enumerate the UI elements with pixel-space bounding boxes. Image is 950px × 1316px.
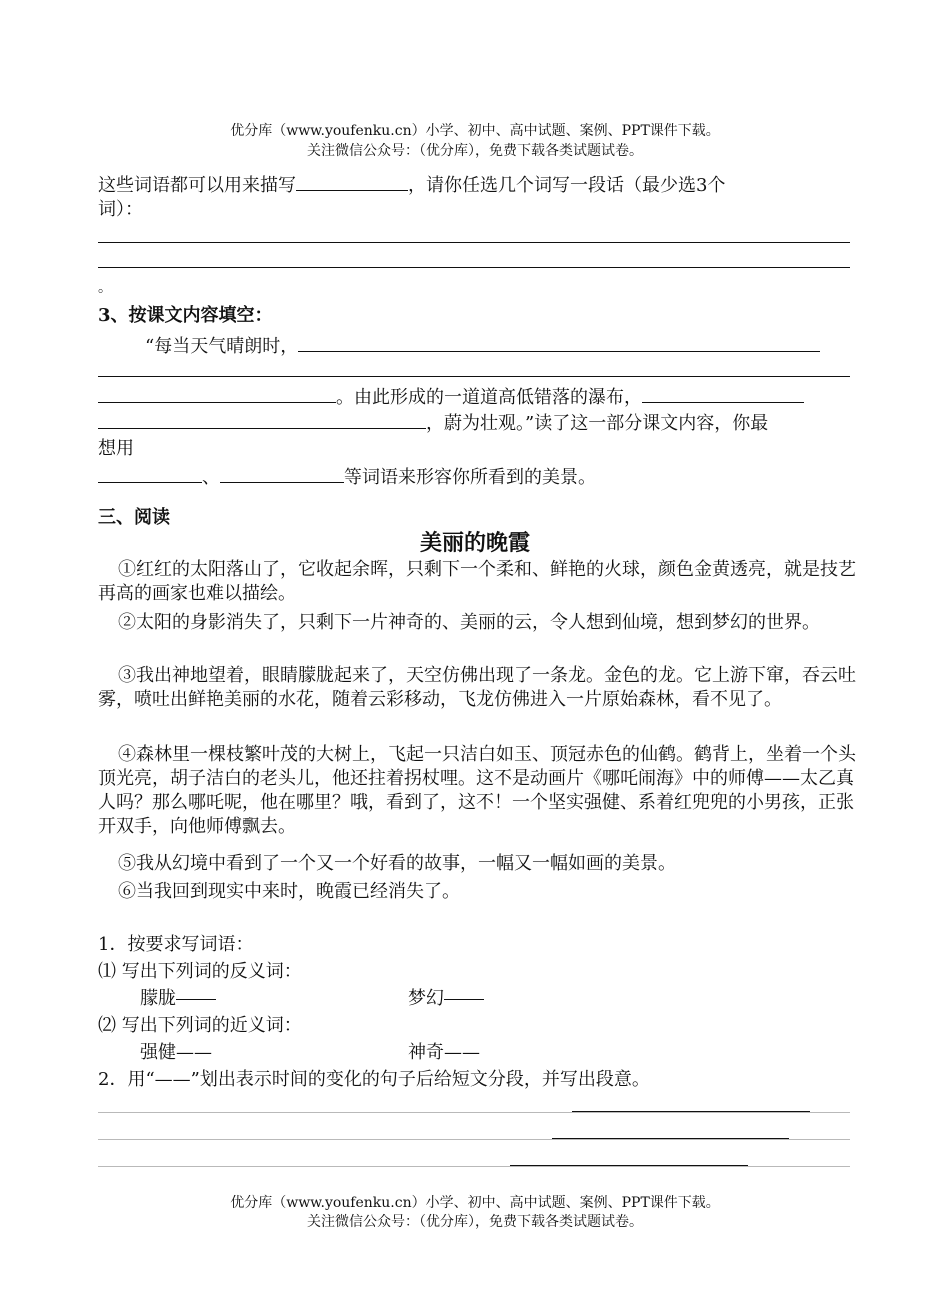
question-1: 1．按要求写词语： [98,934,254,955]
q3-quote-start: “每当天气晴朗时， [145,333,820,359]
paragraph: ②太阳的身影消失了，只剩下一片神奇的、美丽的云，令人想到仙境，想到梦幻的世界。 [118,612,820,633]
question-2: 2．用“——”划出表示时间的变化的句子后给短文分段，并写出段意。 [98,1069,650,1090]
q3-title: 3、按课文内容填空： [98,305,273,326]
answer-line-solid [572,1111,810,1112]
answer-line[interactable] [98,1112,850,1113]
answer-line-solid [510,1165,748,1166]
synonym-item: 强健—— [140,1042,212,1063]
question-1-sub-2: ⑵ 写出下列词的近义词： [98,1015,302,1036]
answer-line[interactable] [98,1166,850,1167]
blank[interactable] [220,464,344,483]
paragraph: ⑤我从幻境中看到了一个又一个好看的故事，一幅又一幅如画的美景。 [118,853,676,874]
answer-line[interactable] [98,376,850,377]
section-heading: 三、阅读 [98,507,170,528]
q3-line-3: 。由此形成的一道道高低错落的瀑布， [98,384,804,410]
dash-blank[interactable] [176,999,216,1000]
antonym-row-2: 梦幻 [408,987,484,1011]
period-mark: 。 [98,280,112,296]
question-1-sub-1: ⑴ 写出下列词的反义词： [98,961,302,982]
answer-line[interactable] [98,1139,850,1140]
dash-blank[interactable] [444,999,484,1000]
blank[interactable] [98,384,336,403]
article-title: 美丽的晚霞 [419,530,530,556]
header-line-1: 优分库（www.youfenku.cn）小学、初中、高中试题、案例、PPT课件下载。 [230,123,720,139]
q3-want-use: 想用 [98,438,134,459]
footer-line-1: 优分库（www.youfenku.cn）小学、初中、高中试题、案例、PPT课件下载。 [230,1195,720,1211]
paragraph: ③我出神地望着，眼睛朦胧起来了，天空仿佛出现了一条龙。金色的龙。它上游下窜，吞云吐雾，喷吐出鲜艳美丽的水花，随着云彩移动，飞龙仿佛进入一片原始森林，看不见了。 [98,665,856,710]
blank[interactable] [98,464,202,483]
paragraph: ④森林里一棵枝繁叶茂的大树上，飞起一只洁白如玉、顶冠赤色的仙鹤。鹤背上，坐着一个头顶光亮，胡子洁白的老头儿，他还拄着拐杖哩。这不是动画片《哪吒闹海》中的师傅——太乙真人吗？那么哪吒呢，他在哪里？哦，看到了，这不！一个坚实强健、系着红兜兜的小男孩，正张开双手，向他师傅飘去。 [98,744,856,837]
blank[interactable] [298,333,820,352]
q3-line-6: 、 等词语来形容你所看到的美景。 [98,464,596,490]
describe-prompt: 这些词语都可以用来描写 ，请你任选几个词写一段话（最少选3个 [98,172,725,198]
header-line-2: 关注微信公众号：（优分库），免费下载各类试题试卷。 [307,143,643,159]
paragraph: ①红红的太阳落山了，它收起余晖，只剩下一个柔和、鲜艳的火球，颜色金黄透亮，就是技艺再高的画家也难以描绘。 [98,559,856,604]
answer-line[interactable] [98,267,850,268]
describe-prompt-cont: 词）： [98,199,143,220]
blank[interactable] [642,384,804,403]
antonym-row: 朦胧 [140,987,216,1011]
footer-line-2: 关注微信公众号：（优分库），免费下载各类试题试卷。 [307,1214,643,1230]
answer-line-solid [552,1138,789,1139]
synonym-item: 神奇—— [408,1042,480,1063]
answer-line[interactable] [98,242,850,243]
paragraph: ⑥当我回到现实中来时，晚霞已经消失了。 [118,881,460,902]
blank[interactable] [296,172,408,191]
blank[interactable] [98,410,426,429]
q3-line-4: ，蔚为壮观。”读了这一部分课文内容，你最 [98,410,768,436]
